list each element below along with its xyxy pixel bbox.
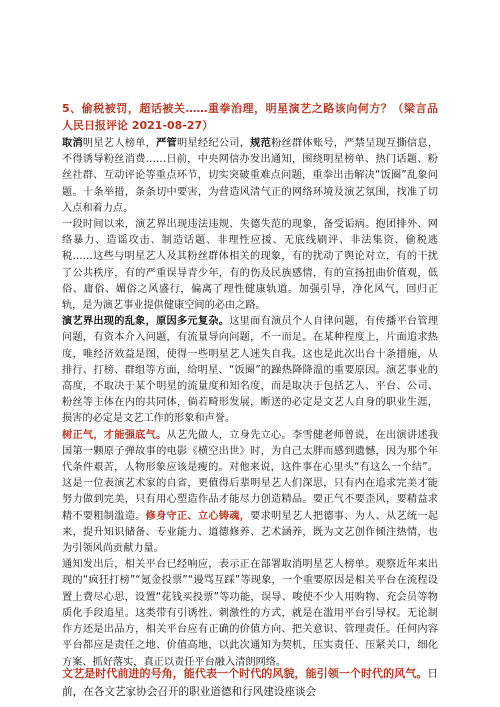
keyword-cancel: 取消: [62, 138, 83, 149]
text: 要求明星艺人把德事、为人、从艺统一起来，提升知识储备、专业能力、道德修养、艺术涵养，既为文艺创作倾注热情，也为引领风尚贡献力量。: [62, 510, 439, 555]
text: 明星艺人榜单，: [82, 138, 157, 149]
article-headline: 5、偷税被罚，超话被关……重拳治理，明星演艺之路该向何方？（梁言品 人民日报评论 2021-08-27）: [62, 102, 449, 132]
paragraph-3: [62, 314, 438, 427]
text: 这里面有演员个人自律问题，有传播平台管理问题，有资本介入问题，有流量导向问题，不一而足。在某种程度上，片面追求热度，唯经济效益是图，使得一些明星艺人迷失自我。这也是此次出台十条措施，从排行、打榜、群组等方面，给明星、“饭圈”的躁热降降温的重要原因。演艺事业的高度，不取决于某个明星的流量度和知名度，而是取决于包括艺人、平台、公司、粉丝等主体在内的共同体，倘若畸形发展，断送的必定是文艺人自身的职业生涯，损害的必定是文艺工作的形象和声誉。: [62, 316, 439, 425]
paragraph-5: 通知发出后，相关平台已经响应，表示正在部署取消明星艺人榜单。观察近年来出现的“疯狂打榜”“氪金投票”“谩骂互踩”等现象，一个重要原因是相关平台在流程设置上费尽心思，设置“花钱买投票”等功能，误导、唆使不少人用购物、充会员等物质化手段追星。这类带有引诱性、刺激性的方式，就是在滥用平台引导权。无论制作方还是出品方，相关平台应有正确的价值方向、把关意识、管理责任。任何内容平台都应是责任之地、价值高地，以此次通知为契机，压实责任、压紧关口，细化方案、抓好落实，真正以责任平台融入清朗网络。: [62, 559, 438, 668]
keyword-strict: 严管: [156, 138, 177, 149]
closing-lead: 文艺是时代前进的号角，能代表一个时代的风貌，能引领一个时代的风气。: [62, 667, 428, 680]
paragraph-1: [62, 136, 438, 217]
text: 粉丝群体账号，严禁呈现互撕信息，不得诱导粉丝消费……日前，中央网信办发出通知，围绕明星榜单、热门话题、粉丝社群、互动评论等重点环节，切实突破重难点问题，重拳出击解决“饭圈”乱象问题。十条举措，条条切中要害，为营造风清气正的网络环境及演艺氛围，找准了切入点和着力点。: [62, 138, 439, 214]
paragraph-lead: 树正气，才能强底气。: [62, 429, 167, 441]
keyword-regulate: 规范: [250, 138, 272, 149]
paragraph-lead: 演艺界出现的乱象，原因多元复杂。: [62, 316, 230, 328]
text: 日前，在各文艺家协会召开的职业道德和行风建设座谈会: [62, 668, 438, 698]
paragraph-2: 一段时间以来，演艺界出现违法违规、失德失范的现象，备受诟病。抱团排外、网络暴力、造谣攻击、制造话题、非理性应援、无底线刷评、非法集资、偷税逃税……这些与明星艺人及其粉丝群体相关的现象，有的扰动了舆论对立，有的干扰了公共秩序，有的严重误导青少年，有的伤及民族感情，有的宣扬扭曲价值观，低俗、庸俗、媚俗之风盛行，偏离了理性健康轨道。加强引导，净化风气，回归正轨，是为演艺事业提供健康空间的必由之路。: [62, 219, 438, 312]
text: 从艺先做人，立身先立心。李雪健老师曾说，在出演讲述我国第一颗原子弹故事的电影《横空出世》时，为自己太胖而感到遗憾，因为那个年代条件艰苦，人物形象应该是瘦的。对他来说，这件事在心里头“有这么一个结”。这是一位表演艺术家的自省，更值得后辈明星艺人们深思，只有内在追求完美才能努力做到完美，只有用心塑造作品才能尽力创造精品。要正气不要歪风，要精益求精不要粗制滥造。: [62, 429, 439, 522]
text: 明星经纪公司，: [176, 138, 251, 149]
paragraph-lead-2: 修身守正、立心铸魂，: [145, 510, 251, 522]
closing-paragraph: [62, 665, 438, 701]
paragraph-4: [62, 428, 438, 558]
